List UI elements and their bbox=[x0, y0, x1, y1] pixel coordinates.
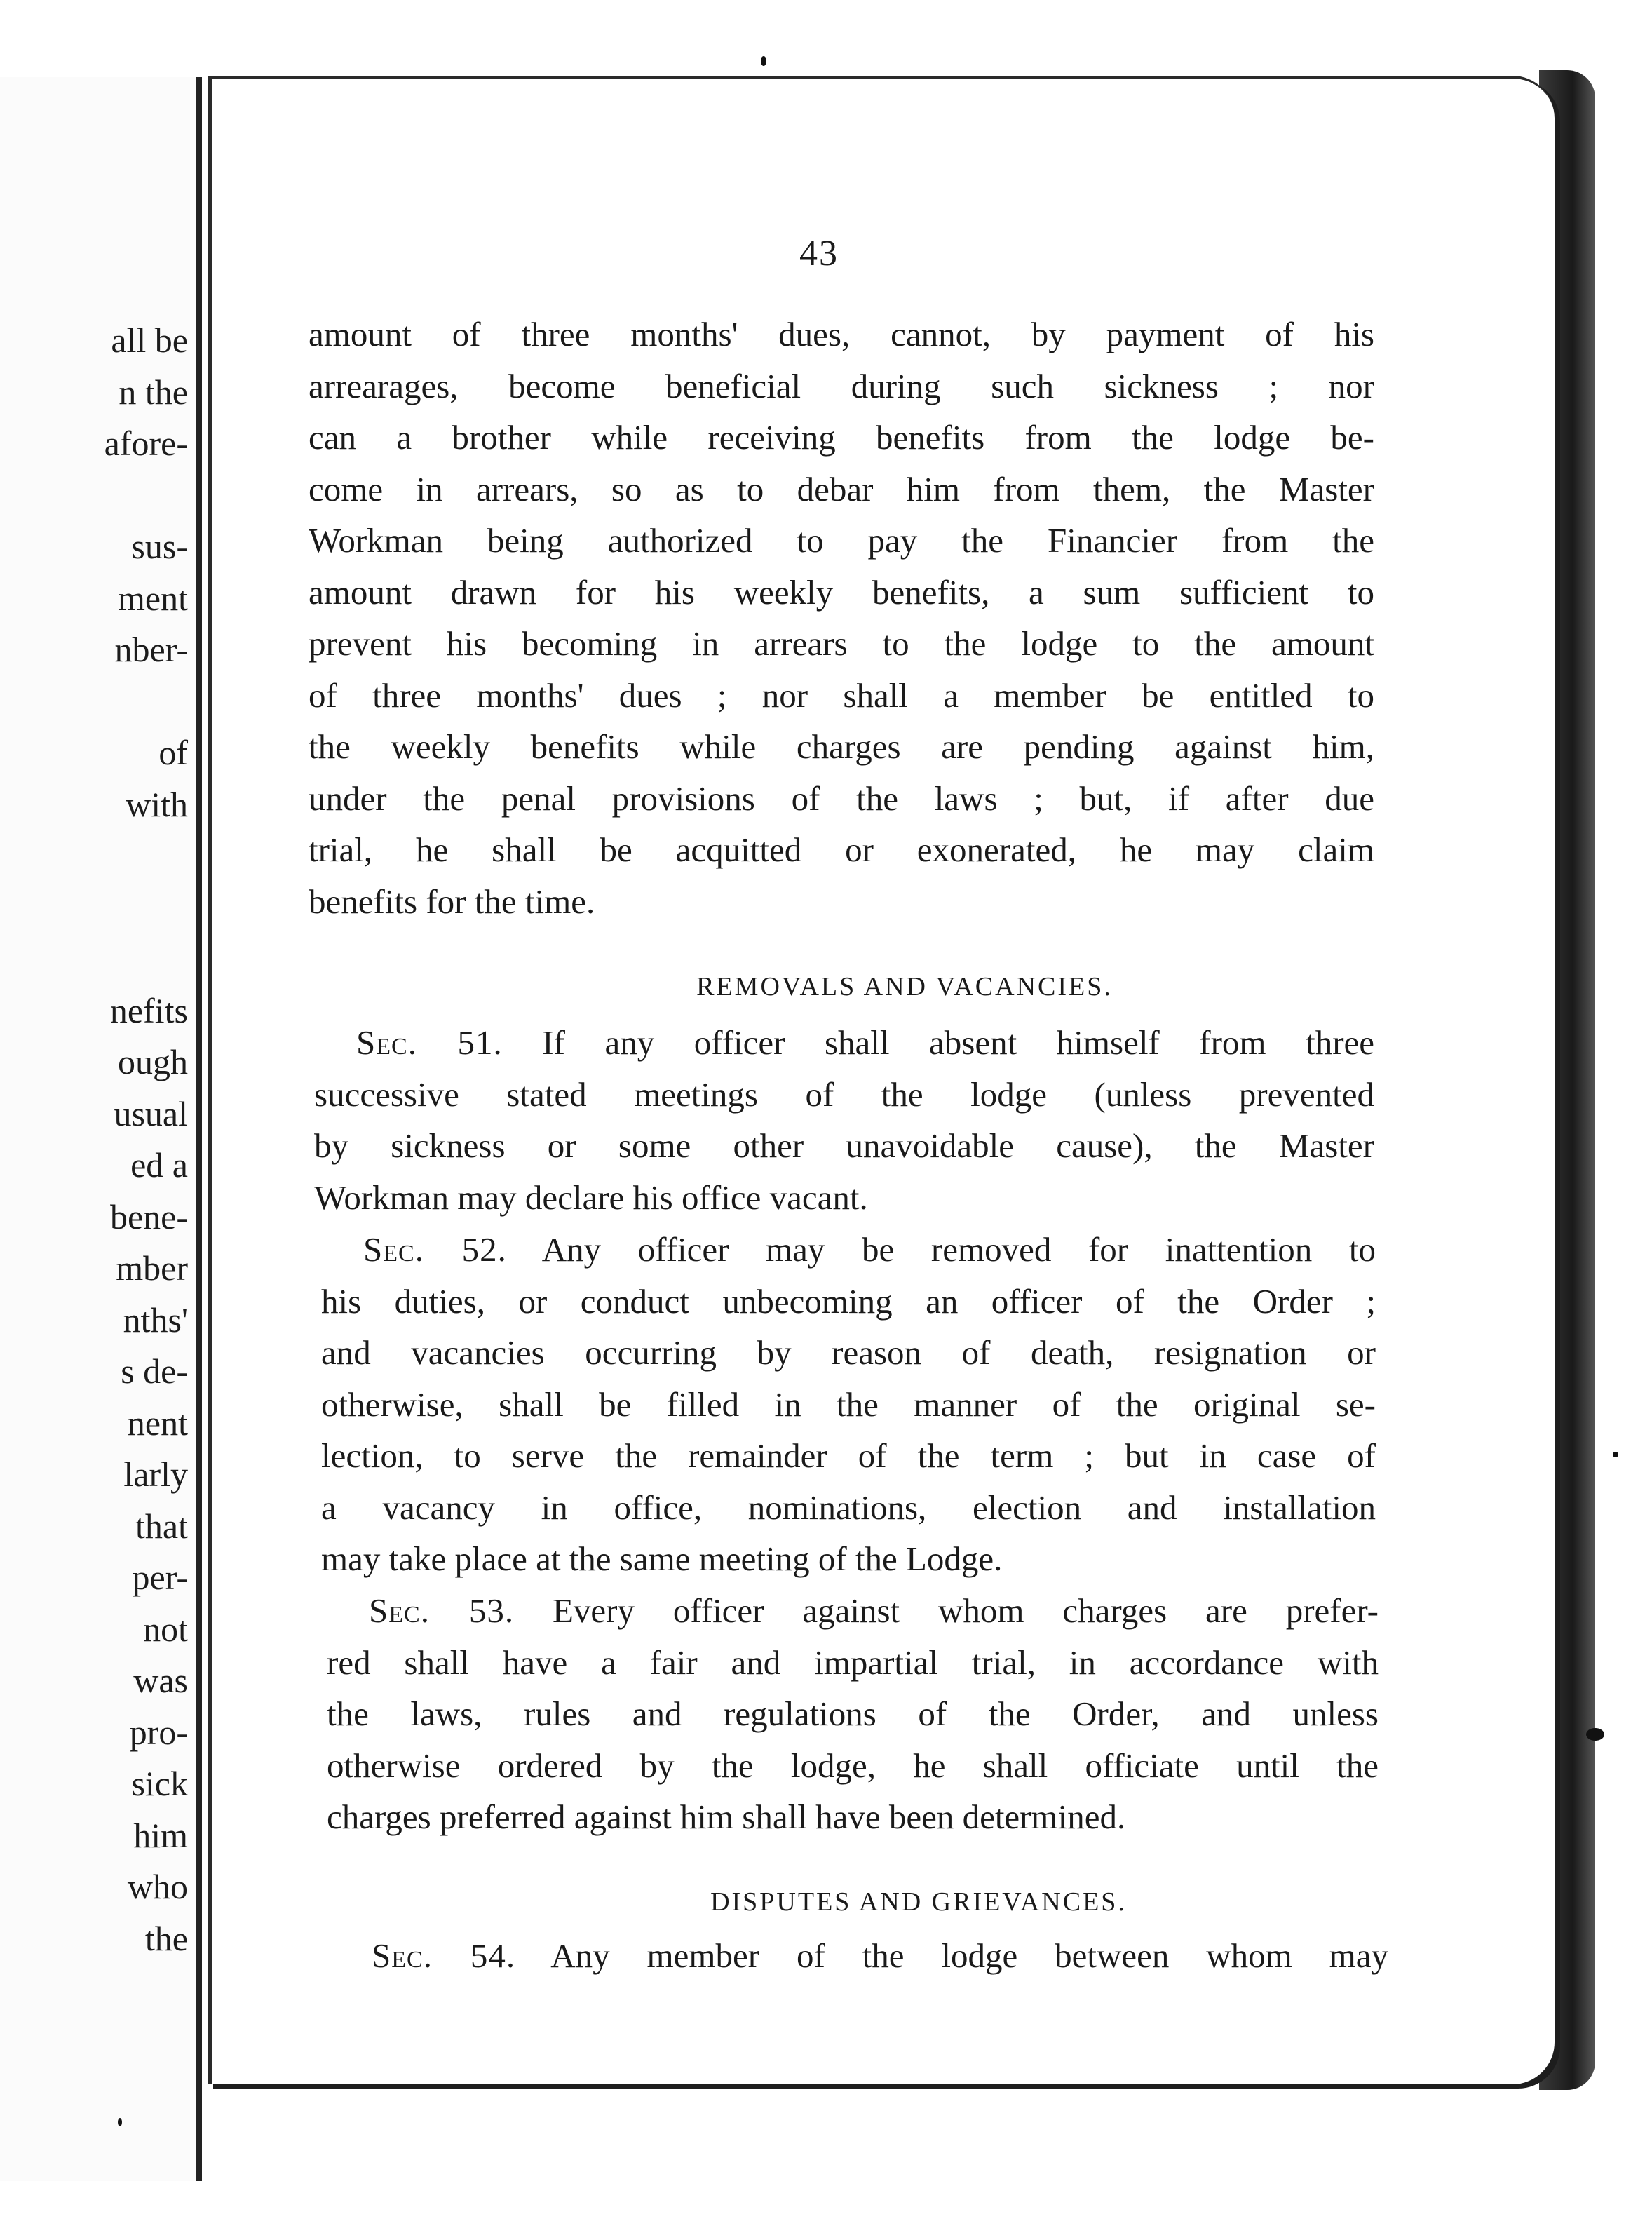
left-page-fragment: ed a bbox=[130, 1145, 188, 1185]
text-line: of three months' dues ; nor shall a member be entitled to bbox=[309, 675, 1374, 715]
text-line: trial, he shall be acquitted or exonerated, he may claim bbox=[309, 830, 1374, 869]
text-fragment: If any officer shall absent himself from three bbox=[542, 1023, 1375, 1062]
left-page-fragment: all be bbox=[111, 321, 188, 360]
section-53 bbox=[327, 1585, 1379, 1843]
text-line: lection, to serve the remainder of the term ; but in case of bbox=[321, 1436, 1376, 1475]
left-page-fragment: per- bbox=[132, 1558, 188, 1597]
left-page-fragment: nefits bbox=[109, 990, 188, 1030]
section-number: Sec. 53. bbox=[369, 1591, 515, 1630]
left-page-fragment: sus- bbox=[131, 527, 188, 566]
section-number: Sec. 52. bbox=[363, 1230, 507, 1269]
section-heading-disputes: DISPUTES AND GRIEVANCES. bbox=[710, 1887, 1127, 1917]
left-page-fragment: ment bbox=[118, 578, 188, 618]
left-page-fragment: that bbox=[135, 1506, 188, 1546]
text-line bbox=[327, 1585, 1379, 1637]
text-line: benefits for the time. bbox=[309, 882, 595, 921]
text-line bbox=[330, 1930, 1388, 1982]
text-line: Workman being authorized to pay the Financier from the bbox=[309, 521, 1374, 560]
left-page-fragment: n the bbox=[119, 372, 188, 412]
left-page-fragment: the bbox=[144, 1918, 188, 1958]
section-52 bbox=[321, 1224, 1376, 1585]
text-line: successive stated meetings of the lodge (unless prevented bbox=[314, 1074, 1374, 1114]
text-line: amount of three months' dues, cannot, by payment of his bbox=[309, 315, 1374, 353]
text-line: under the penal provisions of the laws ; but, if after due bbox=[309, 778, 1374, 818]
left-page-fragment: of bbox=[158, 733, 188, 772]
text-line: his duties, or conduct unbecoming an officer of the Order ; bbox=[321, 1281, 1376, 1321]
text-line: the laws, rules and regulations of the Order, and unless bbox=[327, 1694, 1379, 1733]
left-page-fragment: him bbox=[133, 1815, 188, 1855]
section-number: Sec. 54. bbox=[372, 1936, 516, 1975]
text-line: otherwise, shall be filled in the manner of the original se- bbox=[321, 1384, 1376, 1424]
text-line: a vacancy in office, nominations, election and installation bbox=[321, 1487, 1376, 1527]
section-heading-removals: REMOVALS AND VACANCIES. bbox=[696, 972, 1113, 1001]
text-line: by sickness or some other unavoidable cause), the Master bbox=[314, 1126, 1374, 1165]
left-page-fragment: s de- bbox=[121, 1351, 188, 1391]
left-page-fragment: who bbox=[127, 1867, 188, 1906]
left-page-fragment: nber- bbox=[114, 630, 188, 669]
text-line: the weekly benefits while charges are pending against him, bbox=[309, 727, 1374, 766]
scan-speck bbox=[761, 56, 766, 66]
left-page-fragment: mber bbox=[116, 1248, 188, 1288]
left-page-fragment: afore- bbox=[104, 424, 188, 463]
scan-speck bbox=[118, 2118, 122, 2126]
text-line: come in arrears, so as to debar him from them, the Master bbox=[309, 469, 1374, 508]
left-page-fragment: pro- bbox=[129, 1712, 188, 1752]
left-facing-page bbox=[0, 77, 202, 2181]
left-page-fragment: usual bbox=[114, 1093, 188, 1133]
text-line: arrearages, become beneficial during such sickness ; nor bbox=[309, 366, 1374, 405]
text-line: otherwise ordered by the lodge, he shall officiate until the bbox=[327, 1746, 1379, 1785]
text-line: amount drawn for his weekly benefits, a sum sufficient to bbox=[309, 572, 1374, 612]
section-51 bbox=[314, 1017, 1374, 1223]
scan-speck bbox=[1613, 1452, 1618, 1457]
section-54 bbox=[330, 1930, 1388, 1982]
text-line: can a brother while receiving benefits from the lodge be- bbox=[309, 418, 1374, 457]
text-line: and vacancies occurring by reason of death, resignation or bbox=[321, 1333, 1376, 1372]
left-page-fragment: bene- bbox=[109, 1196, 188, 1236]
left-page-fragment: nths' bbox=[123, 1300, 188, 1340]
text-line: Workman may declare his office vacant. bbox=[314, 1178, 868, 1217]
text-line: charges preferred against him shall have been determined. bbox=[327, 1797, 1126, 1836]
text-line: may take place at the same meeting of the Lodge. bbox=[321, 1539, 1003, 1578]
left-page-fragment: ough bbox=[118, 1042, 188, 1081]
text-line bbox=[321, 1224, 1376, 1276]
scan-speck bbox=[1586, 1728, 1604, 1741]
left-page-fragment: larly bbox=[123, 1455, 188, 1494]
continuation-paragraph bbox=[309, 309, 1374, 927]
left-page-fragment: not bbox=[143, 1609, 188, 1649]
left-page-fragment: was bbox=[133, 1661, 188, 1700]
text-line: red shall have a fair and impartial trial, in accordance with bbox=[327, 1642, 1379, 1682]
left-page-fragment: nent bbox=[127, 1403, 188, 1443]
text-fragment: Every officer against whom charges are prefer- bbox=[552, 1591, 1379, 1630]
left-page-fragment: sick bbox=[131, 1764, 188, 1803]
text-fragment: Any officer may be removed for inattention to bbox=[541, 1230, 1376, 1269]
left-page-fragment: with bbox=[126, 784, 188, 824]
page-number: 43 bbox=[799, 234, 839, 274]
text-line: prevent his becoming in arrears to the lodge to the amount bbox=[309, 624, 1374, 663]
text-line bbox=[314, 1017, 1374, 1069]
text-fragment: Any member of the lodge between whom may bbox=[550, 1936, 1389, 1975]
section-number: Sec. 51. bbox=[356, 1023, 503, 1062]
